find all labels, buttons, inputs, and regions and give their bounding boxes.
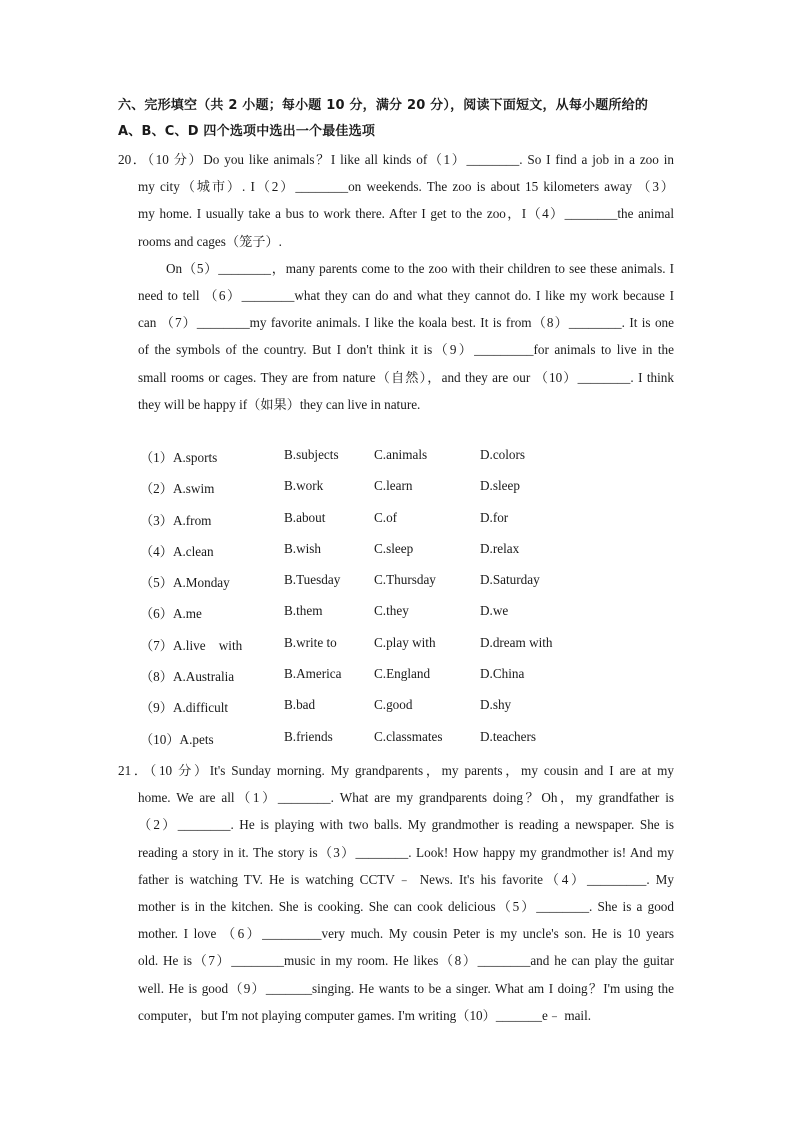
option-c: C.of [374, 509, 398, 525]
q21-line: reading a story in it. The story is（3）________. Look! How happy my grandmother is! And my [138, 844, 674, 860]
option-c: C.good [374, 697, 413, 713]
option-b: B.Tuesday [284, 572, 341, 588]
option-b: B.friends [284, 728, 333, 744]
option-d: D.for [480, 509, 509, 525]
option-c: C.they [374, 603, 409, 619]
option-row [140, 478, 600, 509]
option-b: B.wish [284, 540, 322, 556]
q20-line: of the symbols of the country. But I don't think it is（9）_________for animals to live in the [138, 342, 674, 358]
q21-line: father is watching TV. He is watching CCTV﹣ News. It's his favorite（4）_________. My [138, 871, 674, 887]
option-d: D.relax [480, 540, 520, 556]
q20-line: my city（城市）. I（2）________on weekends. The zoo is about 15 kilometers away （3） [138, 179, 674, 195]
option-a: （7）A.live with [140, 637, 243, 653]
q20-line: 20．（10 分）Do you like animals？I like all kinds of（1）________. So I find a job in a zoo in [118, 152, 674, 167]
option-row [140, 729, 600, 760]
section-title-line-1: 六、完形填空（共 2 小题；每小题 10 分，满分 20 分），阅读下面短文，从每小题所给的 [118, 98, 649, 113]
option-b: B.write to [284, 634, 337, 650]
option-c: C.England [374, 666, 431, 682]
q20-line: On（5）________，many parents come to the zoo with their children to see these animals. I [166, 260, 674, 276]
option-c: C.play with [374, 634, 436, 650]
option-a: （8）A.Australia [140, 669, 235, 685]
option-a: （1）A.sports [140, 450, 218, 465]
option-d: D.sleep [480, 478, 520, 494]
option-b: B.about [284, 509, 326, 525]
option-d: D.colors [480, 447, 526, 462]
option-b: B.bad [284, 697, 316, 713]
option-a: （10）A.pets [140, 731, 214, 747]
option-d: D.shy [480, 697, 512, 713]
q21-line: 21．（10 分）It's Sunday morning. My grandparents，my parents，my cousin and I are at my [118, 763, 674, 778]
option-a: （2）A.swim [140, 481, 215, 497]
option-row [140, 510, 600, 541]
q20-line: need to tell （6）________what they can do and what they cannot do. I like my work because I [138, 288, 674, 304]
option-row [140, 666, 600, 697]
option-a: （4）A.clean [140, 543, 214, 559]
option-c: C.sleep [374, 540, 414, 556]
option-row [140, 541, 600, 572]
q21-line: computer，but I'm not playing computer games. I'm writing（10）_______e﹣ mail. [138, 1007, 592, 1023]
option-c: C.classmates [374, 728, 443, 744]
option-b: B.them [284, 603, 323, 619]
q20-line: my home. I usually take a bus to work there. After I get to the zoo，I（4）________the animal [138, 206, 674, 222]
q21-line: well. He is good（9）_______singing. He wants to be a singer. What am I doing？I'm using the [138, 980, 674, 996]
option-a: （6）A.me [140, 606, 202, 622]
option-c: C.animals [374, 447, 428, 462]
section-title-line-2: A、B、C、D 四个选项中选出一个最佳选项 [118, 124, 376, 139]
option-c: C.Thursday [374, 572, 436, 588]
q21-line: mother is in the kitchen. She is cooking. She can cook delicious（5）________. She is a good [138, 899, 674, 915]
option-d: D.China [480, 666, 525, 682]
option-d: D.teachers [480, 728, 537, 744]
option-d: D.we [480, 603, 509, 619]
q21-line: home. We are all（1）________. What are my grandparents doing？Oh，my grandfather is [138, 790, 674, 806]
option-row [140, 603, 600, 634]
option-a: （9）A.difficult [140, 700, 229, 716]
option-d: D.dream with [480, 634, 553, 650]
option-row [140, 447, 600, 478]
q21-line: old. He is（7）________music in my room. He likes（8）________and he can play the guitar [138, 953, 674, 969]
q20-line: they will be happy if（如果）they can live in nature. [138, 396, 421, 412]
q20-line: small rooms or cages. They are from nature（自然），and they are our （10）________. I think [138, 369, 674, 385]
q21-line: （2）________. He is playing with two balls. My grandmother is reading a newspaper. She is [138, 817, 674, 833]
option-row [140, 697, 600, 728]
option-b: B.work [284, 478, 324, 494]
options-table [140, 447, 600, 760]
question-21 [118, 757, 674, 1029]
q20-line: can （7）________my favorite animals. I like the koala best. It is from（8）________. It is one [138, 315, 674, 331]
q20-line: rooms and cages（笼子）. [138, 233, 282, 249]
option-b: B.subjects [284, 447, 339, 462]
option-a: （3）A.from [140, 512, 212, 528]
option-a: （5）A.Monday [140, 575, 230, 591]
option-c: C.learn [374, 478, 413, 494]
q21-line: mother. I love （6）_________very much. My cousin Peter is my uncle's son. He is 10 years [138, 926, 674, 942]
option-b: B.America [284, 666, 342, 682]
option-row [140, 635, 600, 666]
question-20 [118, 146, 674, 418]
option-row [140, 572, 600, 603]
option-d: D.Saturday [480, 572, 540, 588]
